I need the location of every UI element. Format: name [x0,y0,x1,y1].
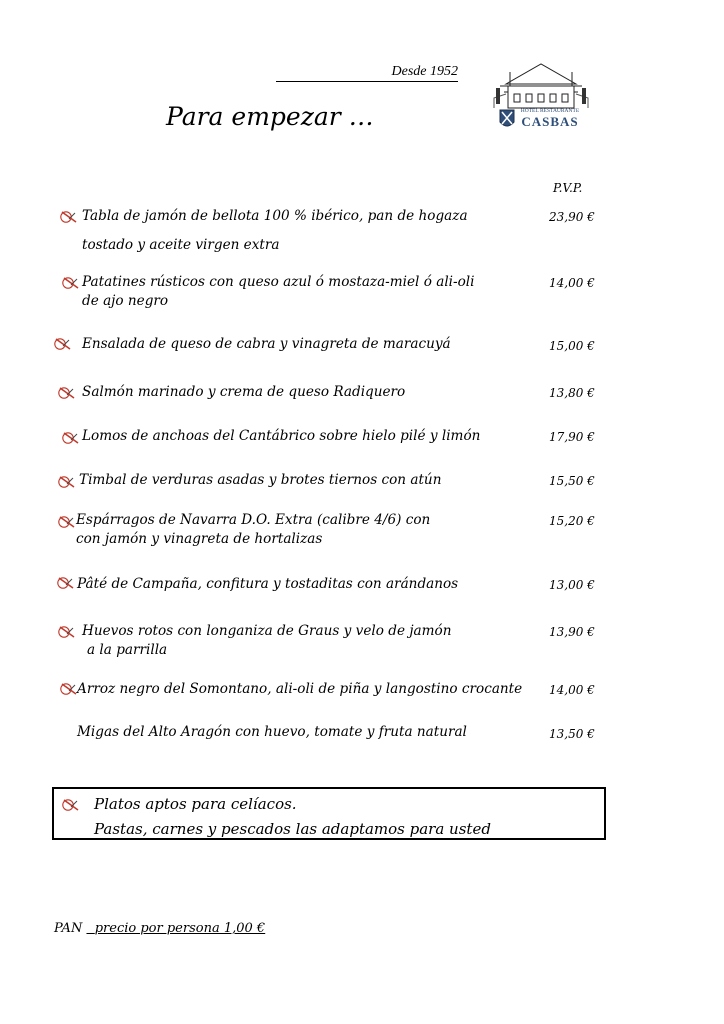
logo-subtitle: HOTEL RESTAURANTE [520,108,580,114]
gluten-free-icon [62,275,80,294]
legend-adaptation: Pastas, carnes y pescados las adaptamos para usted [94,820,491,838]
item-price: 23,90 € [549,210,595,224]
gluten-free-icon [54,336,72,355]
bread-price-text: precio por persona 1,00 € [94,921,266,936]
section-title: Para empezar … [166,102,374,131]
item-price: 15,00 € [549,339,595,353]
item-price: 13,50 € [549,727,595,741]
menu-item: Migas del Alto Aragón con huevo, tomate y fruta natural [77,724,467,740]
gluten-free-icon [58,385,76,404]
price-column-header: P.V.P. [553,181,583,195]
logo-name: CASBAS [521,114,579,129]
gluten-free-icon [62,797,80,816]
item-price: 14,00 € [549,276,595,290]
item-price: 15,50 € [549,474,595,488]
since-year: Desde 1952 [276,64,458,82]
menu-item: Tabla de jamón de bellota 100 % ibérico, pan de hogaza tostado y aceite virgen extra [82,208,468,253]
item-price: 13,00 € [549,578,595,592]
gluten-free-icon [58,624,76,643]
menu-item: Timbal de verduras asadas y brotes tiernos con atún [79,472,442,488]
bread-label: PAN [54,921,83,936]
gluten-free-icon [57,575,75,594]
bread-note [54,921,265,936]
menu-item: Huevos rotos con longaniza de Graus y velo de jamón a la parrilla [82,623,452,658]
item-price: 13,80 € [549,386,595,400]
item-price: 13,90 € [549,625,595,639]
gluten-free-icon [60,209,78,228]
legend-celiac: Platos aptos para celíacos. [94,795,297,813]
item-price: 14,00 € [549,683,595,697]
menu-item: Espárragos de Navarra D.O. Extra (calibre 4/6) con con jamón y vinagreta de hortalizas [76,512,431,547]
menu-item: Ensalada de queso de cabra y vinagreta de maracuyá [82,336,451,352]
menu-item: Patatines rústicos con queso azul ó mostaza-miel ó ali-oli de ajo negro [82,274,475,309]
item-price: 15,20 € [549,514,595,528]
gluten-free-icon [58,514,76,533]
menu-item: Pâté de Campaña, confitura y tostaditas con arándanos [77,576,459,592]
casbas-logo [486,58,596,136]
item-price: 17,90 € [549,430,595,444]
gluten-free-icon [60,681,78,700]
gluten-free-icon [58,474,76,493]
menu-item: Lomos de anchoas del Cantábrico sobre hielo pilé y limón [82,428,481,444]
gluten-free-icon [62,430,80,449]
menu-item: Salmón marinado y crema de queso Radiquero [82,384,406,400]
menu-item: Arroz negro del Somontano, ali-oli de piña y langostino crocante [77,681,523,697]
